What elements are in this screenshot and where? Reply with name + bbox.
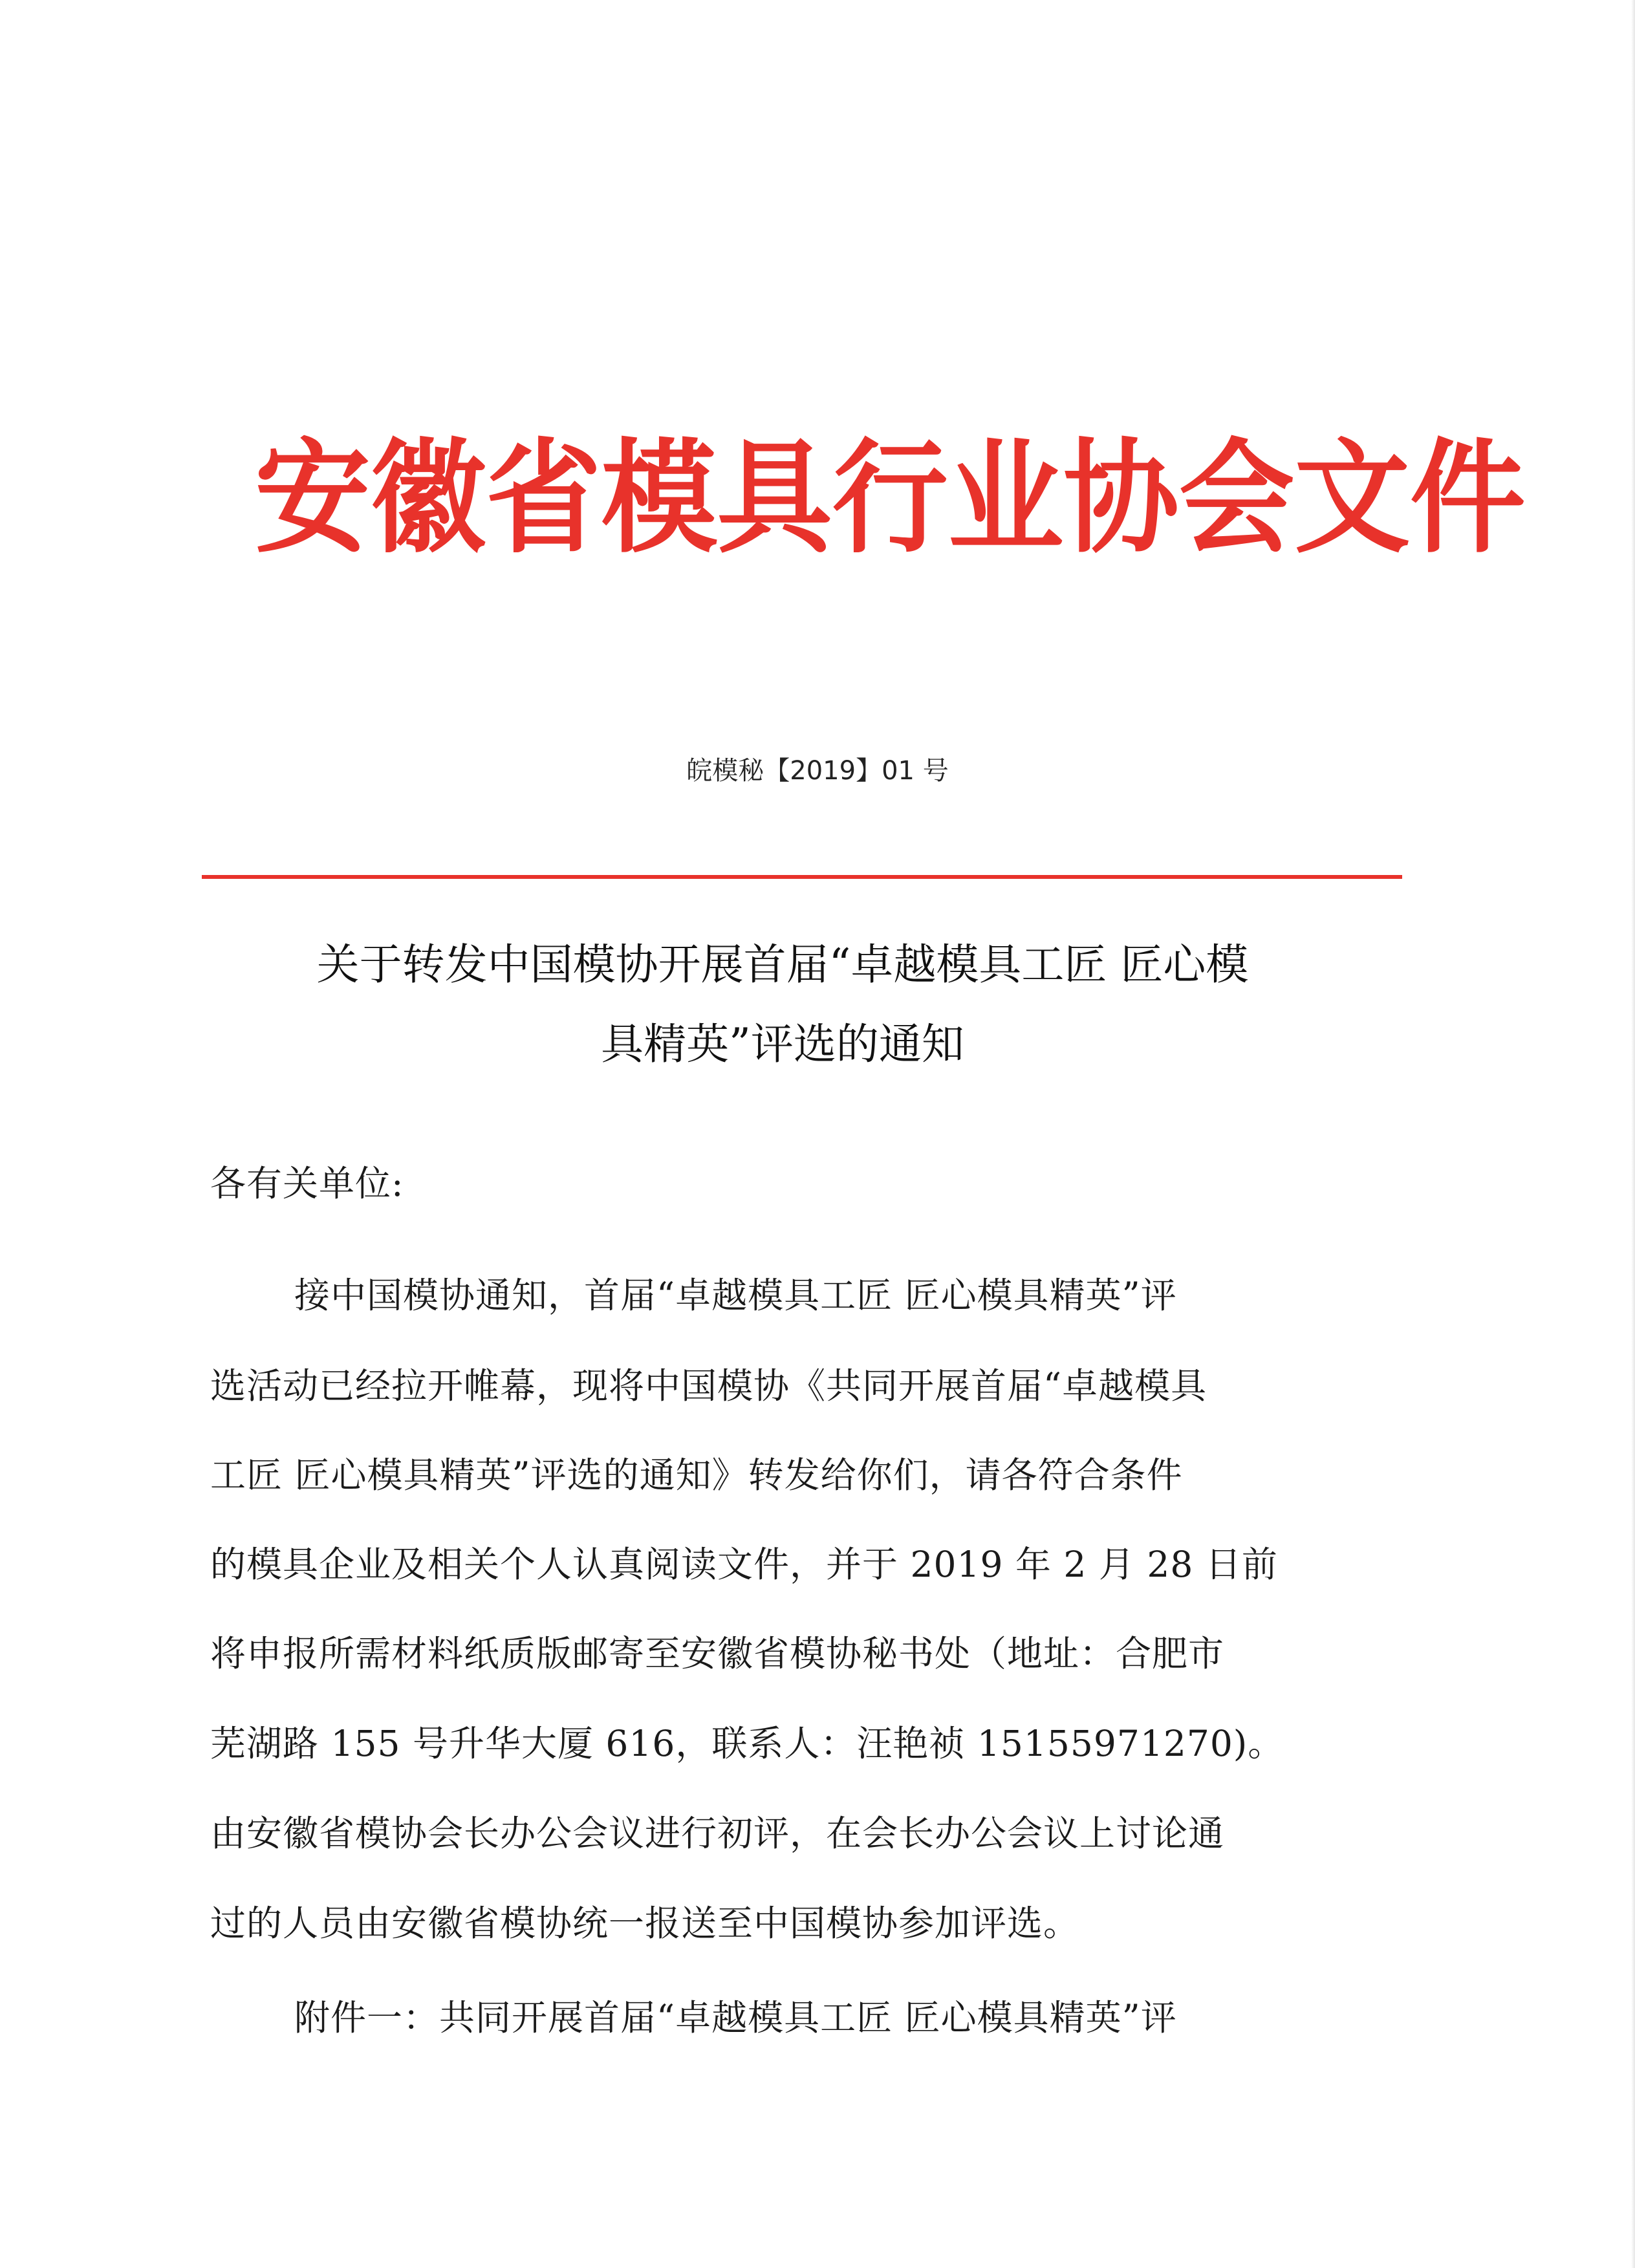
header-divider-rule xyxy=(202,875,1402,879)
scan-edge-shadow xyxy=(1631,0,1635,2268)
paragraph-line: 过的人员由安徽省模协统一报送至中国模协参加评选。 xyxy=(210,1903,1080,1944)
paragraph-line: 将申报所需材料纸质版邮寄至安徽省模协秘书处（地址：合肥市 xyxy=(210,1633,1225,1674)
paragraph-line: 的模具企业及相关个人认真阅读文件，并于 2019 年 2 月 28 日前 xyxy=(210,1544,1278,1585)
salutation: 各有关单位: xyxy=(210,1163,404,1204)
paragraph-line: 接中国模协通知，首届“卓越模具工匠 匠心模具精英”评 xyxy=(294,1275,1177,1316)
document-title-line-2: 具精英”评选的通知 xyxy=(601,1019,964,1069)
document-number: 皖模秘【2019】01 号 xyxy=(686,756,949,786)
attachment-line: 附件一：共同开展首届“卓越模具工匠 匠心模具精英”评 xyxy=(294,1997,1177,2038)
paragraph-line: 由安徽省模协会长办公会议进行初评，在会长办公会议上讨论通 xyxy=(210,1813,1225,1854)
paragraph-line: 芜湖路 155 号升华大厦 616，联系人：汪艳祯 15155971270)。 xyxy=(210,1723,1284,1764)
org-header-title: 安徽省模具行业协会文件 xyxy=(255,426,1526,570)
paragraph-line: 选活动已经拉开帷幕，现将中国模协《共同开展首届“卓越模具 xyxy=(210,1365,1207,1407)
paragraph-line: 工匠 匠心模具精英”评选的通知》转发给你们，请各符合条件 xyxy=(210,1454,1183,1496)
document-title-line-1: 关于转发中国模协开展首届“卓越模具工匠 匠心模 xyxy=(316,940,1249,989)
